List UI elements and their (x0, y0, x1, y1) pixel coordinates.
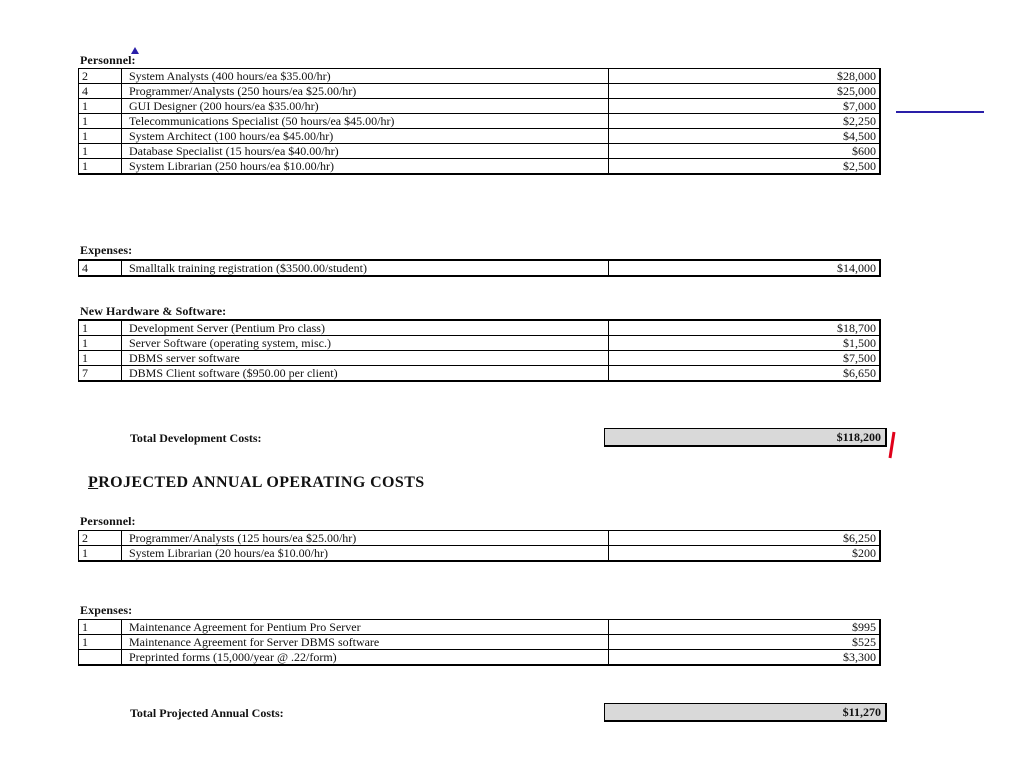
table-row (79, 336, 881, 351)
row-amount: $2,250 (609, 114, 881, 129)
row-description: System Analysts (400 hours/ea $35.00/hr) (122, 69, 609, 84)
dev-expenses-rows (79, 260, 881, 276)
row-quantity: 1 (79, 546, 122, 562)
row-amount: $28,000 (609, 69, 881, 84)
table-row (79, 144, 881, 159)
row-amount: $14,000 (609, 260, 881, 276)
heading-rest: ROJECTED ANNUAL OPERATING COSTS (98, 474, 425, 491)
row-amount: $995 (609, 620, 881, 635)
annual-total-value: $11,270 (604, 703, 887, 722)
row-quantity: 4 (79, 84, 122, 99)
row-quantity: 4 (79, 260, 122, 276)
row-quantity: 1 (79, 129, 122, 144)
table-row (79, 69, 881, 84)
row-description: Programmer/Analysts (125 hours/ea $25.00/hr) (122, 531, 609, 546)
row-amount: $600 (609, 144, 881, 159)
row-description: System Librarian (20 hours/ea $10.00/hr) (122, 546, 609, 562)
heading-first-letter: P (88, 474, 99, 491)
row-quantity: 2 (79, 531, 122, 546)
dev-hardware-rows (79, 320, 881, 381)
row-description: System Architect (100 hours/ea $45.00/hr) (122, 129, 609, 144)
dev-hardware-label: New Hardware & Software: (80, 304, 227, 318)
row-description: Maintenance Agreement for Pentium Pro Server (122, 620, 609, 635)
annual-costs-heading (88, 473, 425, 493)
row-description: System Librarian (250 hours/ea $10.00/hr) (122, 159, 609, 175)
dev-total-label: Total Development Costs: (130, 431, 262, 445)
row-quantity: 1 (79, 351, 122, 366)
table-row (79, 320, 881, 336)
row-description: Development Server (Pentium Pro class) (122, 320, 609, 336)
annual-personnel-table (78, 530, 881, 562)
annual-expenses-table (78, 619, 881, 666)
dev-hardware-table (78, 319, 881, 382)
table-row (79, 531, 881, 546)
row-quantity: 1 (79, 159, 122, 175)
red-annotation-mark (888, 431, 896, 459)
table-row (79, 114, 881, 129)
row-quantity: 1 (79, 635, 122, 650)
table-row (79, 99, 881, 114)
annual-personnel-rows (79, 531, 881, 562)
row-description: Smalltalk training registration ($3500.00/student) (122, 260, 609, 276)
row-description: DBMS Client software ($950.00 per client) (122, 366, 609, 382)
dev-expenses-label: Expenses: (80, 243, 133, 257)
row-description: Server Software (operating system, misc.) (122, 336, 609, 351)
row-quantity: 7 (79, 366, 122, 382)
table-row (79, 366, 881, 382)
annual-total-label: Total Projected Annual Costs: (130, 706, 284, 720)
row-quantity (79, 650, 122, 666)
row-description: Telecommunications Specialist (50 hours/ea $45.00/hr) (122, 114, 609, 129)
annual-personnel-label: Personnel: (80, 514, 136, 528)
row-description: GUI Designer (200 hours/ea $35.00/hr) (122, 99, 609, 114)
dev-total-value: $118,200 (604, 428, 887, 447)
row-amount: $4,500 (609, 129, 881, 144)
table-row (79, 635, 881, 650)
dev-expenses-table (78, 259, 881, 277)
row-quantity: 1 (79, 114, 122, 129)
row-quantity: 1 (79, 144, 122, 159)
annual-expenses-label: Expenses: (80, 603, 133, 617)
row-amount: $2,500 (609, 159, 881, 175)
row-amount: $3,300 (609, 650, 881, 666)
table-row (79, 650, 881, 666)
table-row (79, 546, 881, 562)
row-quantity: 1 (79, 336, 122, 351)
row-description: Maintenance Agreement for Server DBMS software (122, 635, 609, 650)
row-quantity: 2 (79, 69, 122, 84)
row-quantity: 1 (79, 320, 122, 336)
table-row (79, 129, 881, 144)
row-amount: $25,000 (609, 84, 881, 99)
annual-expenses-rows (79, 620, 881, 666)
row-amount: $7,000 (609, 99, 881, 114)
row-amount: $6,650 (609, 366, 881, 382)
table-row (79, 159, 881, 175)
row-amount: $200 (609, 546, 881, 562)
row-quantity: 1 (79, 99, 122, 114)
table-row (79, 84, 881, 99)
row-description: Database Specialist (15 hours/ea $40.00/hr) (122, 144, 609, 159)
table-row (79, 620, 881, 635)
blue-annotation-line (896, 111, 984, 113)
row-amount: $18,700 (609, 320, 881, 336)
dev-personnel-label: Personnel: (80, 53, 136, 67)
table-row (79, 260, 881, 276)
row-quantity: 1 (79, 620, 122, 635)
row-amount: $1,500 (609, 336, 881, 351)
row-amount: $7,500 (609, 351, 881, 366)
row-description: Preprinted forms (15,000/year @ .22/form) (122, 650, 609, 666)
dev-personnel-rows (79, 69, 881, 175)
row-description: Programmer/Analysts (250 hours/ea $25.00/hr) (122, 84, 609, 99)
row-amount: $6,250 (609, 531, 881, 546)
table-row (79, 351, 881, 366)
row-amount: $525 (609, 635, 881, 650)
row-description: DBMS server software (122, 351, 609, 366)
dev-personnel-table (78, 68, 881, 175)
